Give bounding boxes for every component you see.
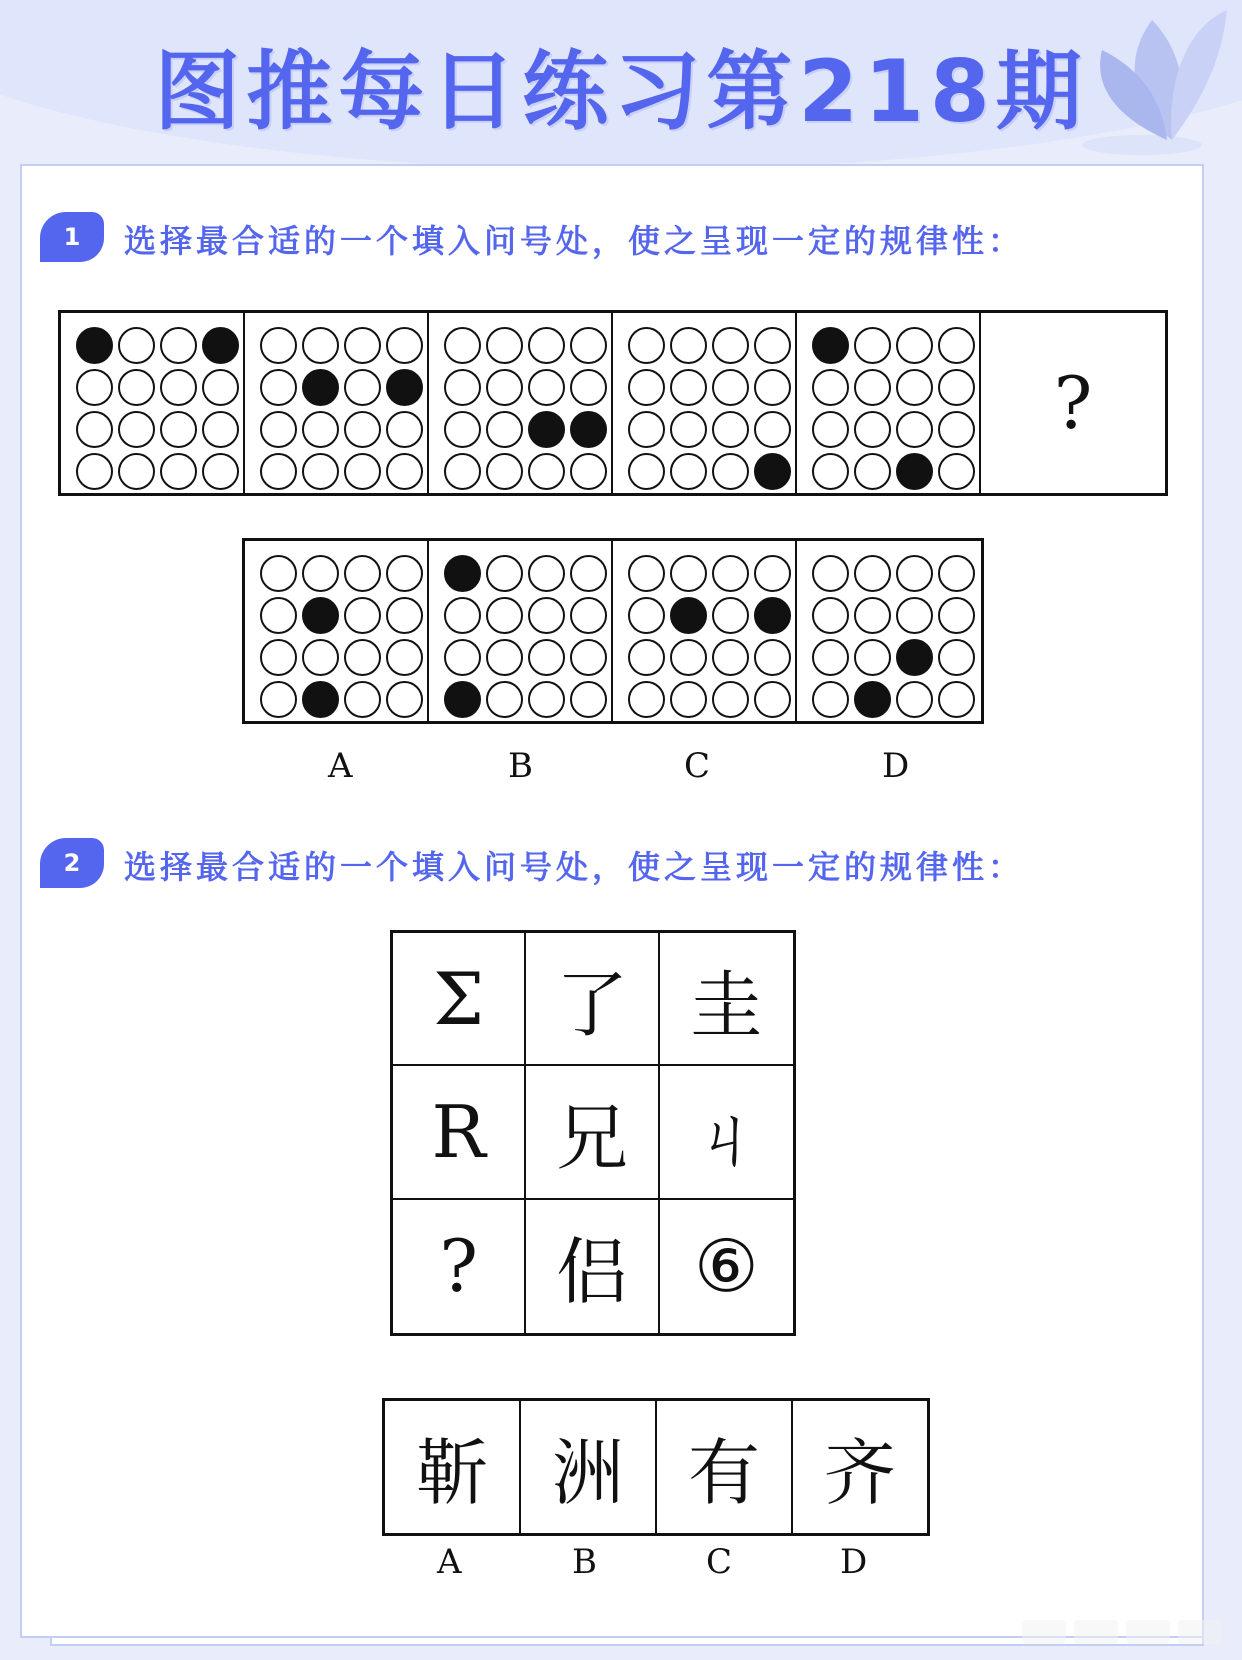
empty-circle [344,597,381,634]
empty-circle [386,639,423,676]
sequence-cell-4 [613,313,797,493]
grid-cell: R [393,1066,526,1199]
empty-circle [938,327,975,364]
option-b-label: B [572,1542,597,1582]
empty-circle [260,681,297,718]
empty-circle [812,681,849,718]
grid-cell: 圭 [660,933,793,1066]
empty-circle [812,555,849,592]
empty-circle [570,327,607,364]
empty-circle [528,681,565,718]
empty-circle [854,597,891,634]
question-2-badge: 2 [40,838,104,888]
filled-circle [896,639,933,676]
empty-circle [344,681,381,718]
empty-circle [938,369,975,406]
empty-circle [344,411,381,448]
empty-circle [260,555,297,592]
empty-circle [260,639,297,676]
empty-circle [712,639,749,676]
filled-circle [302,681,339,718]
empty-circle [486,597,523,634]
option-d-label: D [840,1542,868,1582]
filled-circle [812,327,849,364]
option-a-label: A [437,1542,462,1582]
question-2-options [382,1398,930,1536]
empty-circle [812,411,849,448]
grid-cell: 兄 [526,1066,659,1199]
empty-circle [712,597,749,634]
question-1-options [242,538,984,724]
empty-circle [386,453,423,490]
empty-circle [854,369,891,406]
sequence-cell-3 [429,313,613,493]
empty-circle [754,639,791,676]
empty-circle [854,327,891,364]
empty-circle [854,453,891,490]
empty-circle [344,327,381,364]
filled-circle [528,411,565,448]
empty-circle [528,369,565,406]
empty-circle [118,327,155,364]
empty-circle [854,411,891,448]
question-1-badge: 1 [40,212,104,262]
empty-circle [670,681,707,718]
empty-circle [712,369,749,406]
sequence-cell-2 [245,313,429,493]
question-mark-cell: ? [1053,361,1093,445]
grid-cell: ㄐ [660,1066,793,1199]
filled-circle [444,555,481,592]
empty-circle [628,411,665,448]
option-d[interactable] [797,541,981,721]
empty-circle [444,597,481,634]
option-c-label: C [684,746,711,786]
option-a[interactable] [245,541,429,721]
empty-circle [712,327,749,364]
empty-circle [670,369,707,406]
filled-circle [76,327,113,364]
empty-circle [260,411,297,448]
empty-circle [896,411,933,448]
empty-circle [486,411,523,448]
grid-cell-question-mark: ? [393,1200,526,1333]
empty-circle [712,453,749,490]
empty-circle [444,369,481,406]
filled-circle [570,411,607,448]
empty-circle [344,555,381,592]
empty-circle [528,453,565,490]
option-a-label: A [328,746,353,786]
empty-circle [386,555,423,592]
empty-circle [712,681,749,718]
empty-circle [260,597,297,634]
empty-circle [670,411,707,448]
empty-circle [160,369,197,406]
empty-circle [202,411,239,448]
empty-circle [202,453,239,490]
empty-circle [938,411,975,448]
empty-circle [302,327,339,364]
filled-circle [670,597,707,634]
empty-circle [938,597,975,634]
empty-circle [344,453,381,490]
grid-cell: Σ [393,933,526,1066]
empty-circle [854,639,891,676]
empty-circle [528,639,565,676]
empty-circle [302,453,339,490]
empty-circle [486,327,523,364]
empty-circle [486,369,523,406]
question-2-grid [390,930,796,1336]
empty-circle [570,639,607,676]
empty-circle [344,639,381,676]
option-d-label: D [882,746,910,786]
question-2-prompt: 选择最合适的一个填入问号处，使之呈现一定的规律性： [124,848,1025,886]
option-d[interactable]: 齐 [823,1431,896,1515]
empty-circle [386,327,423,364]
empty-circle [344,369,381,406]
empty-circle [754,327,791,364]
empty-circle [854,555,891,592]
empty-circle [754,411,791,448]
empty-circle [812,639,849,676]
empty-circle [628,327,665,364]
empty-circle [160,327,197,364]
empty-circle [444,327,481,364]
empty-circle [386,681,423,718]
empty-circle [628,639,665,676]
filled-circle [202,327,239,364]
empty-circle [160,411,197,448]
empty-circle [896,555,933,592]
empty-circle [570,369,607,406]
empty-circle [670,639,707,676]
option-b[interactable] [429,541,613,721]
empty-circle [302,411,339,448]
empty-circle [938,639,975,676]
sequence-cell-5 [797,313,981,493]
option-a[interactable]: 靳 [385,1401,521,1533]
empty-circle [118,453,155,490]
option-c[interactable] [613,541,797,721]
empty-circle [628,681,665,718]
empty-circle [202,369,239,406]
empty-circle [486,639,523,676]
empty-circle [302,555,339,592]
empty-circle [812,597,849,634]
grid-cell: 侣 [526,1200,659,1333]
empty-circle [486,555,523,592]
empty-circle [896,369,933,406]
empty-circle [260,369,297,406]
empty-circle [938,681,975,718]
empty-circle [670,555,707,592]
page-title: 图推每日练习第218期 [154,42,1088,142]
empty-circle [260,453,297,490]
option-c[interactable]: 有 [657,1401,793,1533]
question-1-prompt: 选择最合适的一个填入问号处，使之呈现一定的规律性： [124,222,1025,260]
empty-circle [76,369,113,406]
empty-circle [76,411,113,448]
filled-circle [854,681,891,718]
empty-circle [570,555,607,592]
empty-circle [712,555,749,592]
empty-circle [444,639,481,676]
empty-circle [570,453,607,490]
empty-circle [528,555,565,592]
option-c-label: C [706,1542,733,1582]
sequence-cell-1 [61,313,245,493]
option-b-label: B [508,746,533,786]
empty-circle [896,681,933,718]
empty-circle [896,327,933,364]
filled-circle [896,453,933,490]
empty-circle [444,453,481,490]
empty-circle [386,597,423,634]
filled-circle [444,681,481,718]
empty-circle [528,597,565,634]
empty-circle [118,369,155,406]
empty-circle [896,597,933,634]
empty-circle [486,453,523,490]
filled-circle [302,369,339,406]
empty-circle [160,453,197,490]
empty-circle [628,369,665,406]
empty-circle [628,453,665,490]
empty-circle [118,411,155,448]
grid-cell: 了 [526,933,659,1066]
empty-circle [812,369,849,406]
empty-circle [754,369,791,406]
empty-circle [754,555,791,592]
empty-circle [486,681,523,718]
empty-circle [812,453,849,490]
empty-circle [76,453,113,490]
filled-circle [754,453,791,490]
empty-circle [628,597,665,634]
grid-cell: ⑥ [694,1224,759,1309]
filled-circle [302,597,339,634]
watermark [1022,1614,1222,1650]
empty-circle [444,411,481,448]
empty-circle [754,681,791,718]
filled-circle [386,369,423,406]
empty-circle [386,411,423,448]
empty-circle [570,597,607,634]
empty-circle [938,453,975,490]
empty-circle [260,327,297,364]
empty-circle [938,555,975,592]
question-1-sequence [58,310,1168,496]
empty-circle [570,681,607,718]
filled-circle [754,597,791,634]
option-b[interactable]: 洲 [521,1401,657,1533]
empty-circle [670,453,707,490]
empty-circle [302,639,339,676]
empty-circle [528,327,565,364]
empty-circle [670,327,707,364]
empty-circle [628,555,665,592]
empty-circle [712,411,749,448]
